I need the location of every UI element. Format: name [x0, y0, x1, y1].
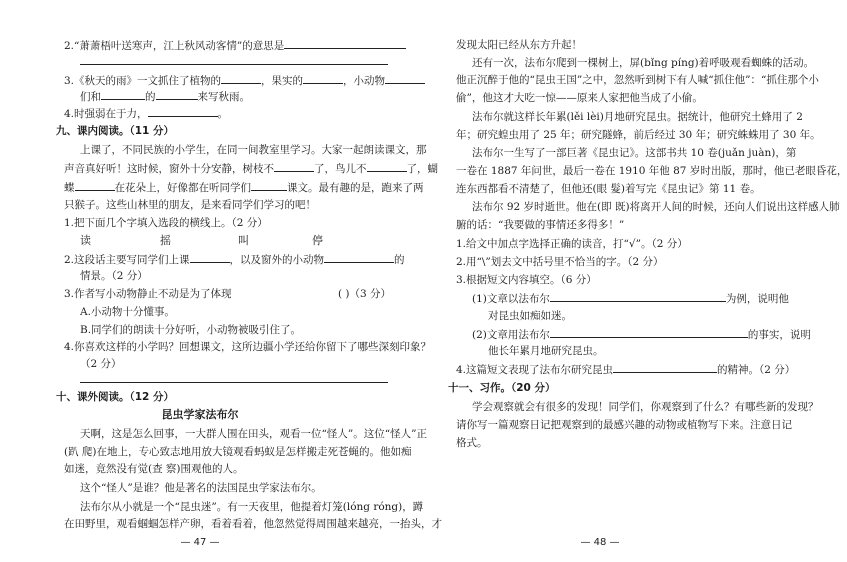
page-number: — 48 —	[580, 537, 620, 548]
writing-prompt-line: 学会观察就会有很多的发现！同学们，你观察到了什么？有哪些新的发现？	[472, 401, 819, 413]
passage-line: 蝶 在花朵上，好像都在听同学们 课文。最有趣的是，跑来了两	[64, 182, 424, 194]
article-line: 年；研究蝗虫用了 25 年；研究隧蜂，前后经过 30 年；研究蛛蛛用了 30 年。	[456, 129, 821, 141]
writing-prompt-line: 格式。	[456, 437, 488, 449]
section-10-heading: 十、课外阅读。（12 分）	[56, 391, 175, 403]
question-2b: 2.这段话主要写同学们上课 ，以及窗外的小动物 的	[64, 254, 405, 266]
article-line: 天啊，这是怎么回事，一大群人围在田头，观看一位“怪人”。这位“怪人”正	[80, 428, 427, 440]
question-3-2-cont: 他长年累月地研究昆虫。	[488, 345, 604, 357]
question-3: 3.《秋天的雨》一文抓住了植物的 ，果实的 ，小动物	[64, 73, 425, 88]
passage-line: 声音真好听！这时候，窗外十分安静，树枝不 了，鸟儿不 了，蝴	[64, 163, 438, 175]
word-yao: 摇	[160, 234, 171, 247]
question-2b-cont: 情景。（2 分）	[80, 270, 148, 282]
answer-blank[interactable]	[613, 362, 717, 373]
question-2: 2.“萧萧梧叶送寒声，江上秋风动客情”的意思是	[64, 38, 406, 53]
question-3-1-cont: 对昆虫如痴如迷。	[488, 310, 572, 322]
article-line: 他正沉醉于他的“昆虫王国”之中，忽然听到树下有人喊“抓住他”：“抓住那个小	[456, 74, 819, 86]
answer-blank[interactable]	[303, 73, 343, 84]
section-9-heading: 九、课内阅读。（11 分）	[56, 125, 175, 137]
answer-blank[interactable]	[274, 161, 314, 172]
answer-blank[interactable]	[251, 180, 287, 191]
article-line: 这个“怪人”是谁？他是著名的法国昆虫学家法布尔。	[80, 482, 322, 494]
answer-blank[interactable]	[284, 38, 406, 49]
word-du: 读	[80, 234, 91, 247]
answer-blank[interactable]	[148, 106, 218, 117]
question-1: 1.把下面几个字填入选段的横线上。（2 分）	[64, 217, 268, 229]
answer-line[interactable]	[80, 382, 388, 383]
answer-parens[interactable]: ( )（3 分）	[338, 288, 392, 300]
article-line: 腑的话：“我要做的事情还多得多！”	[456, 219, 625, 231]
answer-blank[interactable]	[324, 252, 394, 263]
question-4: 4.这篇短文表现了法布尔研究昆虫 的精神。（2 分）	[456, 364, 796, 376]
question-3-1: (1)文章以法布尔 为例，说明他	[472, 293, 789, 305]
article-line: 连东西都看不清楚了，但他还(眼 髮)着写完《昆虫记》第 11 卷。	[456, 183, 761, 195]
answer-blank[interactable]	[221, 73, 261, 84]
article-title: 昆虫学家法布尔	[161, 408, 239, 421]
question-3-cont: 们和 的 来写秋雨。	[80, 91, 250, 103]
article-line: 法布尔从小就是一个“昆虫迷”。有一天夜里，他提着灯笼(lóng róng)，蹲	[80, 501, 424, 513]
article-line: 发现太阳已经从东方升起！	[456, 39, 582, 51]
page-48	[400, 0, 847, 562]
article-line: 偷”，他这才大吃一惊——原来人家把他当成了小偷。	[456, 92, 703, 104]
article-line: 法布尔一生写了一部巨著《昆虫记》。这部书共 10 卷(juǎn juàn)，第	[472, 147, 797, 159]
writing-prompt-line: 请你写一篇观察日记把观察到的最感兴趣的动物或植物写下来。注意日记	[456, 419, 792, 431]
page-number: — 47 —	[180, 537, 220, 548]
question-4: 4.时强弱在于力， 。	[64, 108, 229, 120]
answer-blank[interactable]	[75, 180, 115, 191]
option-b[interactable]: B.同学们的朗读十分好听，小动物被吸引住了。	[80, 324, 302, 336]
article-line: 在田野里，观看蝈蝈怎样产卵，看着看着，他忽然觉得周围越来越亮，一抬头，才	[64, 518, 442, 530]
question-3b: 3.作者写小动物静止不动是为了体现	[64, 288, 232, 300]
article-line: 法布尔就这样长年累(lěi lèi)月地研究昆虫。据统计，他研究土蜂用了 2	[472, 111, 803, 123]
article-line: 法布尔 92 岁时逝世。他在(即 既)将离开人间的时候，还向人们说出这样感人肺	[472, 201, 840, 213]
article-line: 如迷，竟然没有觉(查 察)围观他的人。	[64, 463, 244, 475]
question-3: 3.根据短文内容填空。（6 分）	[456, 274, 597, 286]
answer-blank[interactable]	[550, 327, 748, 338]
article-line: 还有一次，法布尔爬到一棵树上，屏(bǐng píng)着呼吸观看蜘蛛的活动。	[472, 57, 815, 69]
word-jiao: 叫	[238, 234, 249, 247]
question-3-2: (2)文章用法布尔 的事实，说明	[472, 329, 811, 341]
answer-blank[interactable]	[550, 291, 726, 302]
question-4b: 4.你喜欢这样的小学吗？回想课文，这所边疆小学还给你留下了哪些深刻印象？	[64, 341, 432, 353]
answer-blank[interactable]	[101, 89, 145, 100]
section-11-heading: 十一、习作。（20 分）	[448, 382, 556, 394]
question-2: 2.用“\”划去文中括号里不恰当的字。（2 分）	[456, 256, 664, 268]
word-ting: 停	[312, 234, 323, 247]
question-4b-score: （2 分）	[80, 358, 122, 370]
option-a[interactable]: A.小动物十分懂事。	[80, 306, 175, 318]
question-1: 1.给文中加点字选择正确的读音，打“√”。（2 分）	[456, 238, 688, 250]
article-line: (趴 爬)在地上，专心致志地用放大镜观看蚂蚁是怎样搬走死苍蝇的。他如痴	[64, 446, 412, 458]
answer-blank[interactable]	[156, 89, 198, 100]
answer-line[interactable]	[80, 64, 388, 65]
passage-line: 只猴子。这些山林里的朋友，是来看同学们学习的吧！	[64, 199, 316, 211]
passage-line: 上课了，不同民族的小学生，在同一间教室里学习。大家一起朗读课文，那	[80, 144, 427, 156]
article-line: 一卷在 1887 年问世，最后一卷在 1910 年他 87 岁时出版，那时，他已老眼昏花，	[456, 165, 847, 177]
answer-blank[interactable]	[190, 252, 230, 263]
